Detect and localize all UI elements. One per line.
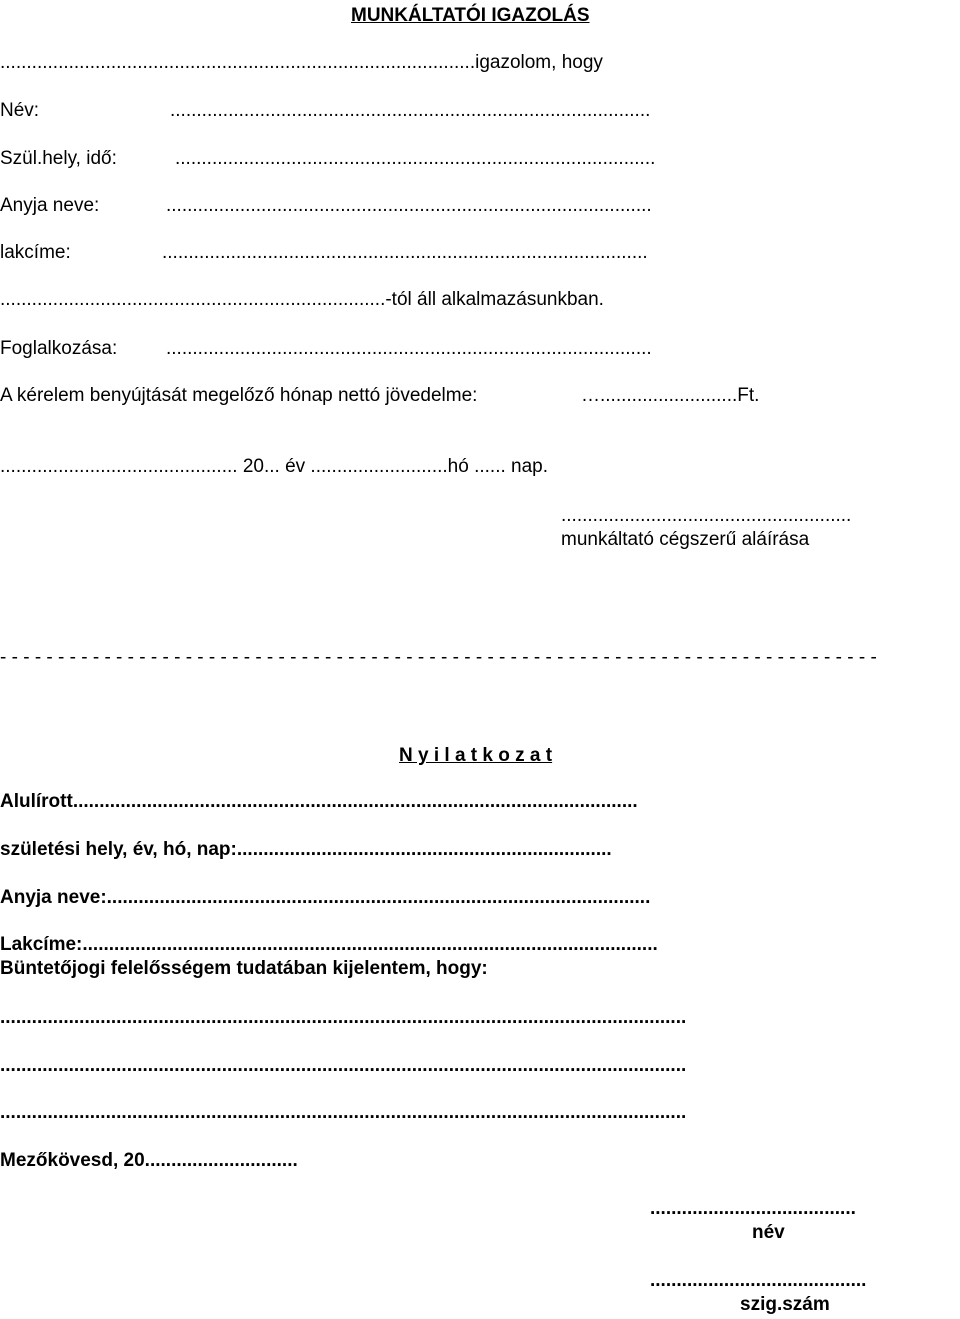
- name-signature-line[interactable]: .......................................: [650, 1198, 856, 1219]
- declarant-address-line[interactable]: Lakcíme:.............................................................................................................: [0, 934, 658, 955]
- declaration-line-2[interactable]: ..................................................................................................................................: [0, 1055, 687, 1076]
- declarant-birth-line[interactable]: születési hely, év, hó, nap:.......................................................................: [0, 839, 612, 860]
- certify-line: ..........................................................................................igazolom, hogy: [0, 52, 603, 73]
- employed-since-line[interactable]: .........................................................................-tól áll alkalmazásunkban.: [0, 289, 604, 310]
- income-field[interactable]: …..........................Ft.: [581, 385, 760, 406]
- declaration-line-1[interactable]: ..................................................................................................................................: [0, 1007, 687, 1028]
- undersigned-line[interactable]: Alulírott...........................................................................................................: [0, 791, 638, 812]
- document-title: MUNKÁLTATÓI IGAZOLÁS: [351, 5, 590, 26]
- name-signature-label: név: [752, 1222, 785, 1243]
- income-label: A kérelem benyújtását megelőző hónap nettó jövedelme:: [0, 385, 478, 406]
- address-label: lakcíme:: [0, 242, 71, 263]
- place-date-line[interactable]: Mezőkövesd, 20.............................: [0, 1150, 298, 1171]
- address-field[interactable]: ............................................................................................: [162, 242, 648, 263]
- declaration-title: N y i l a t k o z a t: [399, 745, 553, 766]
- name-field[interactable]: ...........................................................................................: [170, 100, 651, 121]
- occupation-field[interactable]: ............................................................................................: [166, 338, 652, 359]
- birth-field[interactable]: ...........................................................................................: [175, 148, 656, 169]
- employer-signature-line[interactable]: .......................................................: [561, 505, 852, 526]
- name-label: Név:: [0, 100, 40, 121]
- date-line[interactable]: ............................................. 20... év ..........................hó ...... nap.: [0, 456, 549, 477]
- cut-separator: - - - - - - - - - - - - - - - - - - - - - - - - - - - - - - - - - - - - - - - - - - - - - - - - - - - - - - - - - - - - - - - - - - - - - - - - - - - -: [0, 647, 877, 668]
- declaration-line-3[interactable]: ..................................................................................................................................: [0, 1102, 687, 1123]
- employer-signature-label: munkáltató cégszerű aláírása: [561, 529, 810, 550]
- occupation-label: Foglalkozása:: [0, 338, 118, 359]
- birth-label: Szül.hely, idő:: [0, 148, 117, 169]
- id-number-label: szig.szám: [740, 1294, 830, 1315]
- mother-label: Anyja neve:: [0, 195, 100, 216]
- mother-field[interactable]: ............................................................................................: [166, 195, 652, 216]
- id-number-line[interactable]: .........................................: [650, 1270, 867, 1291]
- declarant-mother-line[interactable]: Anyja neve:.......................................................................................................: [0, 887, 651, 908]
- declaration-statement: Büntetőjogi felelősségem tudatában kijelentem, hogy:: [0, 958, 488, 979]
